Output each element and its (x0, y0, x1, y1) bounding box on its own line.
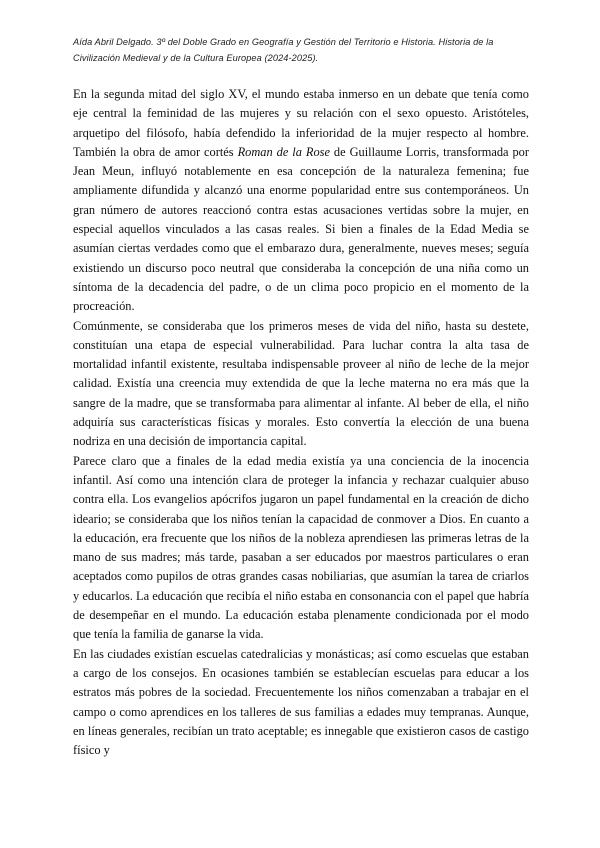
running-header: Aída Abril Delgado. 3º del Doble Grado en Geografía y Gestión del Territorio e Historia. Historia de la Civilización Medieval y de la Cultura Europea (2024-2025). (73, 37, 494, 63)
paragraph-1-after-title: de Guillaume Lorris, transformada por Jean Meun, influyó notablemente en esa concepción de la naturaleza femenina; fue ampliamente difundida y alcanzó una enorme popularidad entre sus contemporáneos. Un gran número de autores reaccionó contra estas acusaciones vertidas sobre la mujer, en especial aquellos vinculados a las casas reales. Si bien a finales de la Edad Media se asumían ciertas verdades como que el embarazo dura, generalmente, nueves meses; seguía existiendo un discurso poco neutral que consideraba la concepción de una niña como un síntoma de la decadencia del padre, o de un clima poco propicio en el momento de la procreación. (73, 144, 530, 314)
paragraph-1-before-title: En la segunda mitad del siglo XV, el mundo estaba inmerso en un debate que tenía como eje central la feminidad de las mujeres y su relación con el sexo opuesto. Aristóteles, arquetipo del filósofo, había defendido la inferioridad de la mujer respecto al hombre. También la obra de amor cortés (73, 87, 529, 159)
paragraph-4: En las ciudades existían escuelas catedralicias y monásticas; así como escuelas que estaban a cargo de los consejos. En ocasiones también se establecían escuelas para educar a los estratos más pobres de la sociedad. Frecuentemente los niños comenzaban a trabajar en el campo o como aprendices en los talleres de sus familias a edades muy tempranas. Aunque, en líneas generales, recibían un trato aceptable; es innegable que existieron casos de castigo físico y (73, 646, 529, 758)
paragraph-1 (73, 85, 529, 317)
paragraph-3: Parece claro que a finales de la edad media existía ya una conciencia de la inocencia infantil. Así como una intención clara de proteger la infancia y rechazar cualquier abuso contra ella. Los evangelios apócrifos jugaron un papel fundamental en la creación de dicho ideario; se consideraba que los niños tenían la capacidad de conmover a Dios. En cuanto a la educación, era frecuente que los niños de la nobleza aprendiesen las primeras letras de la mano de sus madres; más tarde, pasaban a ser educados por maestros particulares o eran aceptados como pupilos de otras grandes casas nobiliarias, que asumían la tarea de criarlos y educarlos. La educación que recibía el niño estaba en consonancia con el papel que habría de desempeñar en el mundo. La educación estaba plenamente condicionada por el modo que tenía la familia de ganarse la vida. (73, 453, 529, 642)
body-text (73, 85, 529, 760)
work-title: Roman de la Rose (237, 144, 330, 159)
paragraph-2: Comúnmente, se consideraba que los primeros meses de vida del niño, hasta su destete, constituían una etapa de especial vulnerabilidad. Para luchar contra la alta tasa de mortalidad infantil existente, resultaba indispensable proveer al niño de leche de la mejor calidad. Existía una creencia muy extendida de que la leche materna no era más que la sangre de la madre, que se transformaba para alimentar al infante. Al beber de ella, el niño adquiría sus características físicas y morales. Esto convertía la elección de una buena nodriza en una decisión de importancia capital. (73, 318, 529, 449)
